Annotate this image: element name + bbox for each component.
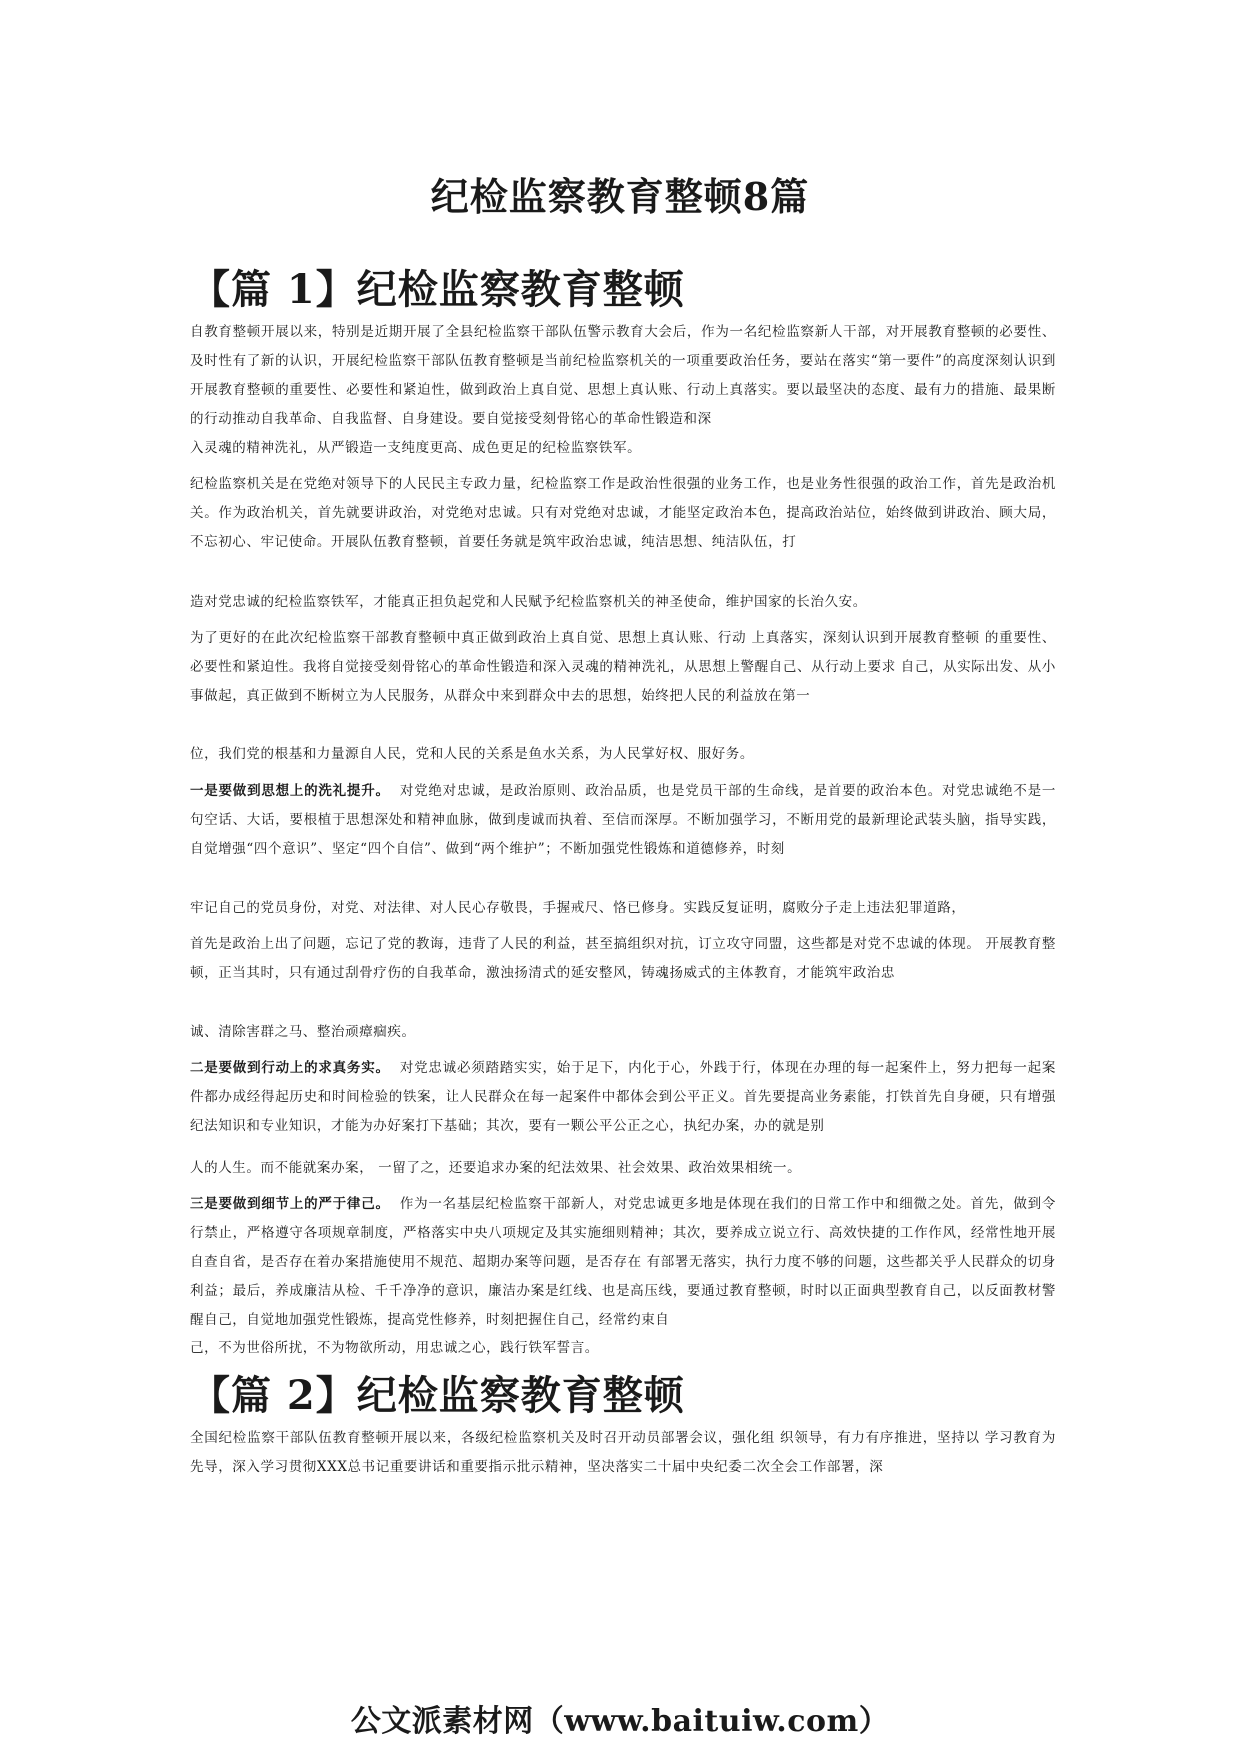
lead-in-1: 一是要做到思想上的洗礼提升。 [190, 783, 390, 799]
paragraph-body: 对党绝对忠诚，是政治原则、政治品质，也是党员干部的生命线，是首要的政治本色。对党忠诚绝不是一句空话、大话，要根植于思想深处和精神血脉，做到虔诚而执着、至信而深厚。不断加强学习，不断用党的最新理论武装头脑，指导实践，自觉增强“四个意识”、坚定“四个自信”、做到“两个维护”；不断加强党性锻炼和道德修养，时刻 [190, 783, 1056, 857]
section-heading-1: 【篇 1】纪检监察教育整顿 [190, 266, 685, 313]
section-heading-2: 【篇 2】纪检监察教育整顿 [190, 1372, 685, 1419]
paragraph: 纪检监察机关是在党绝对领导下的人民民主专政力量，纪检监察工作是政治性很强的业务工作，也是业务性很强的政治工作，首先是政治机关。作为政治机关，首先就要讲政治，对党绝对忠诚。只有对党绝对忠诚，才能坚定政治本色，提高政治站位，始终做到讲政治、顾大局，不忘初心、牢记使命。开展队伍教育整顿，首要任务就是筑牢政治忠诚，纯洁思想、纯洁队伍，打 [190, 476, 1056, 550]
paragraph: 人的人生。而不能就案办案， 一留了之，还要追求办案的纪法效果、社会效果、政治效果相统一。 [190, 1160, 802, 1176]
lead-in-3: 三是要做到细节上的严于律己。 [190, 1196, 390, 1212]
paragraph-with-lead-in [190, 777, 1056, 864]
paragraph-body: 作为一名基层纪检监察干部新人，对党忠诚更多地是体现在我们的日常工作中和细微之处。首先，做到令行禁止，严格遵守各项规章制度，严格落实中央八项规定及其实施细则精神；其次，要养成立说立行、高效快捷的工作作风，经常性地开展自查自省，是否存在着办案措施使用不规范、超期办案等问题，是否存在 有部署无落实，执行力度不够的问题，这些都关乎人民群众的切身利益；最后，养成廉洁从检、千千净净的意识，廉洁办案是红线、也是高压线，要通过教育整顿，时时以正面典型教育自己，以反面教材警醒自己，自觉地加强党性锻炼，提高党性修养，时刻把握住自己，经常约束自 [190, 1196, 1056, 1328]
paragraph-with-lead-in [190, 1054, 1056, 1141]
paragraph: 为了更好的在此次纪检监察干部教育整顿中真正做到政治上真自觉、思想上真认账、行动 上真落实，深刻认识到开展教育整顿 的重要性、必要性和紧迫性。我将自觉接受刻骨铭心的革命性锻造和深入灵魂的精神洗礼，从思想上警醒自己、从行动上要求 自己，从实际出发、从小事做起，真正做到不断树立为人民服务，从群众中来到群众中去的思想，始终把人民的利益放在第一 [190, 630, 1056, 704]
paragraph: 全国纪检监察干部队伍教育整顿开展以来，各级纪检监察机关及时召开动员部署会议，强化组 织领导，有力有序推进，坚持以 学习教育为先导，深入学习贯彻XXX总书记重要讲话和重要指示批示精神，坚决落实二十届中央纪委二次全会工作部署，深 [190, 1430, 1056, 1475]
footer-watermark: 公文派素材网（www.baituiw.com） [350, 1704, 890, 1739]
paragraph: 位，我们党的根基和力量源自人民，党和人民的关系是鱼水关系，为人民掌好权、服好务。 [190, 746, 754, 762]
paragraph: 自教育整顿开展以来，特别是近期开展了全县纪检监察干部队伍警示教育大会后，作为一名纪检监察新人干部，对开展教育整顿的必要性、及时性有了新的认识，开展纪检监察干部队伍教育整顿是当前纪检监察机关的一项重要政治任务，要站在落实“第一要件”的高度深刻认识到开展教育整顿的重要性、必要性和紧迫性，做到政治上真自觉、思想上真认账、行动上真落实。要以最坚决的态度、最有力的措施、最果断的行动推动自我革命、自我监督、自身建设。要自觉接受刻骨铭心的革命性锻造和深 [190, 324, 1056, 427]
lead-in-2: 二是要做到行动上的求真务实。 [190, 1060, 390, 1076]
paragraph: 造对党忠诚的纪检监察铁军，才能真正担负起党和人民赋予纪检监察机关的神圣使命，维护国家的长治久安。 [190, 594, 867, 610]
paragraph: 己，不为世俗所扰，不为物欲所动，用忠诚之心，践行铁军誓言。 [190, 1340, 599, 1356]
paragraph: 牢记自己的党员身份，对党、对法律、对人民心存敬畏，手握戒尺、恪已修身。实践反复证明，腐败分子走上违法犯罪道路， [190, 900, 966, 916]
paragraph-body: 对党忠诚必须踏踏实实，始于足下，内化于心，外践于行，体现在办理的每一起案件上，努力把每一起案件都办成经得起历史和时间检验的铁案，让人民群众在每一起案件中都体会到公平正义。首先要提高业务素能，打铁首先自身硬，只有增强纪法知识和专业知识，才能为办好案打下基础；其次，要有一颗公平公正之心，执纪办案，办的就是别 [190, 1060, 1056, 1134]
paragraph: 入灵魂的精神洗礼，从严锻造一支纯度更高、成色更足的纪检监察铁军。 [190, 440, 642, 456]
paragraph-with-lead-in [190, 1190, 1056, 1335]
document-title: 纪检监察教育整顿8篇 [430, 174, 810, 219]
paragraph: 诚、清除害群之马、整治顽瘴痼疾。 [190, 1024, 416, 1040]
paragraph: 首先是政治上出了问题，忘记了党的教诲，违背了人民的利益，甚至搞组织对抗，订立攻守同盟，这些都是对党不忠诚的体现。 开展教育整顿，正当其时，只有通过刮骨疗伤的自我革命，激浊扬清式的延安整风，铸魂扬威式的主体教育，才能筑牢政治忠 [190, 936, 1056, 981]
